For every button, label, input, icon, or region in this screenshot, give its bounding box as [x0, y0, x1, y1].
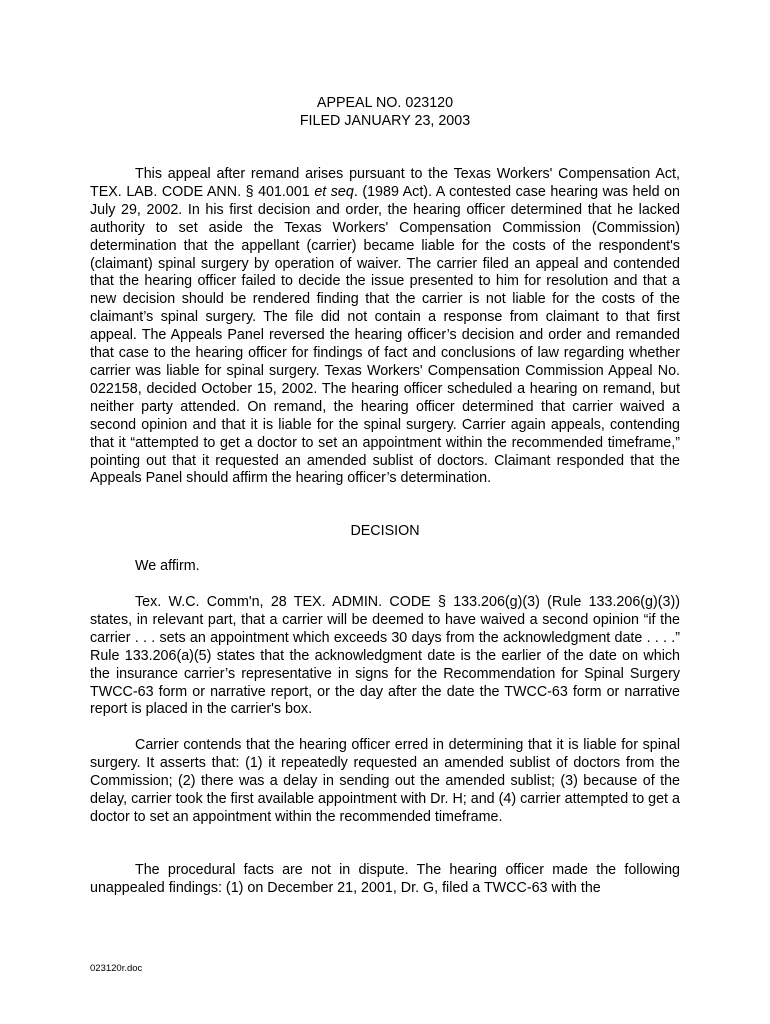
filed-date: FILED JANUARY 23, 2003 [299, 113, 471, 129]
decision-heading: DECISION [350, 523, 420, 539]
footer-filename: 023120r.doc [90, 963, 143, 974]
intro-text-part2: . (1989 Act). A contested case hearing was held on July 29, 2002. In his first decision and order, the hearing officer determined that he lacked authority to set aside the Texas Workers' Compensation Commission (Commission) determination that the appellant (carrier) became liable for the costs of the respondent's (claimant) spinal surgery by operation of waiver. The carrier filed an appeal and contended that the hearing officer failed to decide the issue presented to him for resolution and that a new decision should be rendered finding that the carrier is not liable for the costs of the claimant’s spinal surgery. The file did not contain a response from claimant to that first appeal. The Appeals Panel reversed the hearing officer’s decision and order and remanded that case to the hearing officer for findings of fact and conclusions of law regarding whether carrier was liable for spinal surgery. Texas Workers' Compensation Commission Appeal No. 022158, decided October 15, 2002. The hearing officer scheduled a hearing on remand, but neither party attended. On remand, the hearing officer determined that carrier waived a second opinion and that it is liable for the spinal surgery. Carrier again appeals, contending that it “attempted to get a doctor to set an appointment within the recommended timeframe,” pointing out that it requested an amended sublist of doctors. Claimant responded that the Appeals Panel should affirm the hearing officer’s determination. [90, 183, 681, 487]
intro-paragraph [90, 166, 680, 488]
intro-italic-et-seq: et seq [314, 183, 354, 200]
appeal-number: APPEAL NO. 023120 [316, 95, 454, 111]
carrier-contentions-paragraph: Carrier contends that the hearing officer erred in determining that it is liable for spinal surgery. It asserts that: (1) it repeatedly requested an amended sublist of doctors from the Commission; (2) there was a delay in sending out the amended sublist; (3) because of the delay, carrier took the first available appointment with Dr. H; and (4) carrier attempted to get a doctor to set an appointment within the recommended timeframe. [90, 737, 680, 825]
procedural-facts-paragraph: The procedural facts are not in dispute. The hearing officer made the following unappealed findings: (1) on December 21, 2001, Dr. G, filed a TWCC-63 with the [90, 862, 680, 896]
intro-text-part1: This appeal after remand arises pursuant to the Texas Workers' Compensation Act, TEX. LAB. CODE ANN. § 401.001 [90, 166, 680, 200]
affirm-paragraph: We affirm. [135, 558, 200, 574]
rule-paragraph: Tex. W.C. Comm'n, 28 TEX. ADMIN. CODE § 133.206(g)(3) (Rule 133.206(g)(3)) states, in relevant part, that a carrier will be deemed to have waived a second opinion “if the carrier . . . sets an appointment which exceeds 30 days from the acknowledgment date . . . .” Rule 133.206(a)(5) states that the acknowledgment date is the earlier of the date on which the insurance carrier’s representative in signs for the Recommendation for Spinal Surgery TWCC-63 form or narrative report, or the day after the date the TWCC-63 form or narrative report is placed in the carrier's box. [90, 594, 680, 718]
